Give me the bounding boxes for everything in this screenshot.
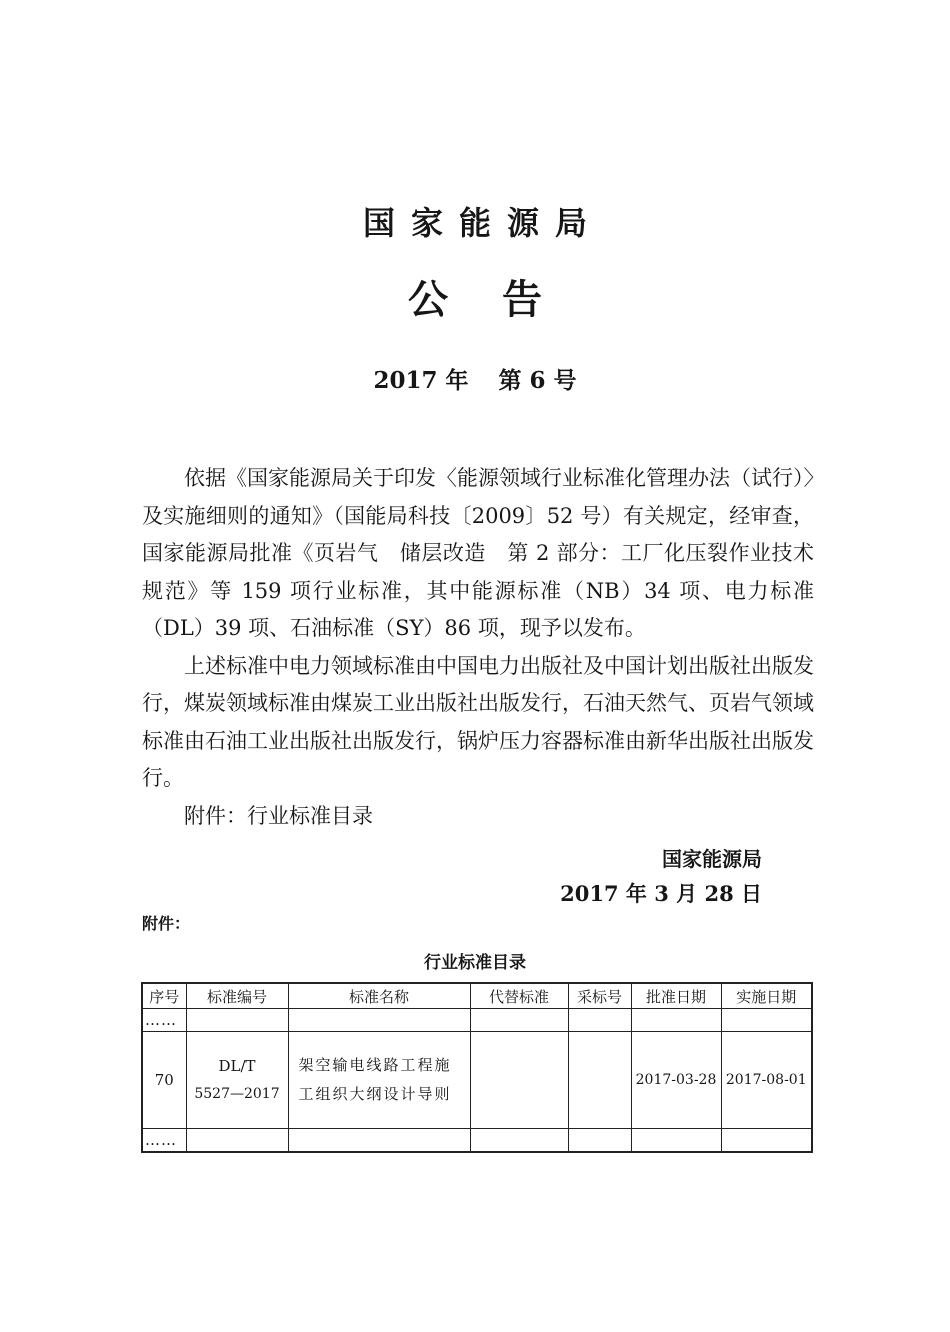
table-header-row bbox=[142, 983, 812, 1009]
agency-name: 国家能源局 bbox=[362, 204, 603, 242]
row-seq: 70 bbox=[142, 1032, 186, 1129]
row-name: 架空输电线路工程施工组织大纲设计导则 bbox=[288, 1032, 470, 1129]
col-header-name: 标准名称 bbox=[288, 983, 470, 1009]
body-paragraph-1: 依据《国家能源局关于印发〈能源领域行业标准化管理办法（试行）〉及实施细则的通知》（国能局科技〔2009〕52 号）有关规定，经审查，国家能源局批准《页岩气 储层改造 第 2 部分：工厂化压裂作业技术规范》等 159 项行业标准，其中能源标准（NB）34 项、电力标准（DL）39 项、石油标准（SY）86 项，现予以发布。 bbox=[142, 466, 814, 640]
table-row-ellipsis bbox=[142, 1009, 812, 1032]
row-replaces bbox=[470, 1032, 568, 1129]
attachment-label: 附件： bbox=[142, 914, 191, 933]
table-row bbox=[142, 1032, 812, 1129]
announcement-year: 2017 年 bbox=[373, 367, 469, 394]
row-code bbox=[186, 1032, 288, 1129]
signature-date: 2017 年 3 月 28 日 bbox=[560, 881, 762, 906]
announcement-title: 公告 bbox=[408, 277, 596, 323]
row-code-prefix: DL/T bbox=[218, 1057, 256, 1075]
announcement-body bbox=[142, 460, 814, 835]
row-approved-date: 2017-03-28 bbox=[631, 1032, 721, 1129]
standards-table bbox=[141, 982, 813, 1153]
table-title: 行业标准目录 bbox=[424, 953, 526, 973]
announcement-issue: 第 6 号 bbox=[498, 367, 577, 394]
col-header-replaces: 代替标准 bbox=[470, 983, 568, 1009]
row-adopted bbox=[568, 1032, 631, 1129]
row-effective-date: 2017-08-01 bbox=[721, 1032, 812, 1129]
col-header-adopted: 采标号 bbox=[568, 983, 631, 1009]
col-header-code: 标准编号 bbox=[186, 983, 288, 1009]
announcement-number bbox=[0, 362, 950, 395]
col-header-effective: 实施日期 bbox=[721, 983, 812, 1009]
col-header-approved: 批准日期 bbox=[631, 983, 721, 1009]
row-code-number: 5527—2017 bbox=[194, 1086, 280, 1102]
table-row-ellipsis bbox=[142, 1129, 812, 1153]
body-paragraph-2: 上述标准中电力领域标准由中国电力出版社及中国计划出版社出版发行，煤炭领域标准由煤炭工业出版社出版发行，石油天然气、页岩气领域标准由石油工业出版社出版发行，锅炉压力容器标准由新华出版社出版发行。 bbox=[142, 653, 814, 790]
col-header-seq: 序号 bbox=[142, 983, 186, 1009]
ellipsis-cell: …… bbox=[142, 1129, 186, 1153]
ellipsis-cell: …… bbox=[142, 1009, 186, 1032]
body-paragraph-3: 附件：行业标准目录 bbox=[184, 803, 373, 828]
signature-org: 国家能源局 bbox=[662, 847, 762, 871]
